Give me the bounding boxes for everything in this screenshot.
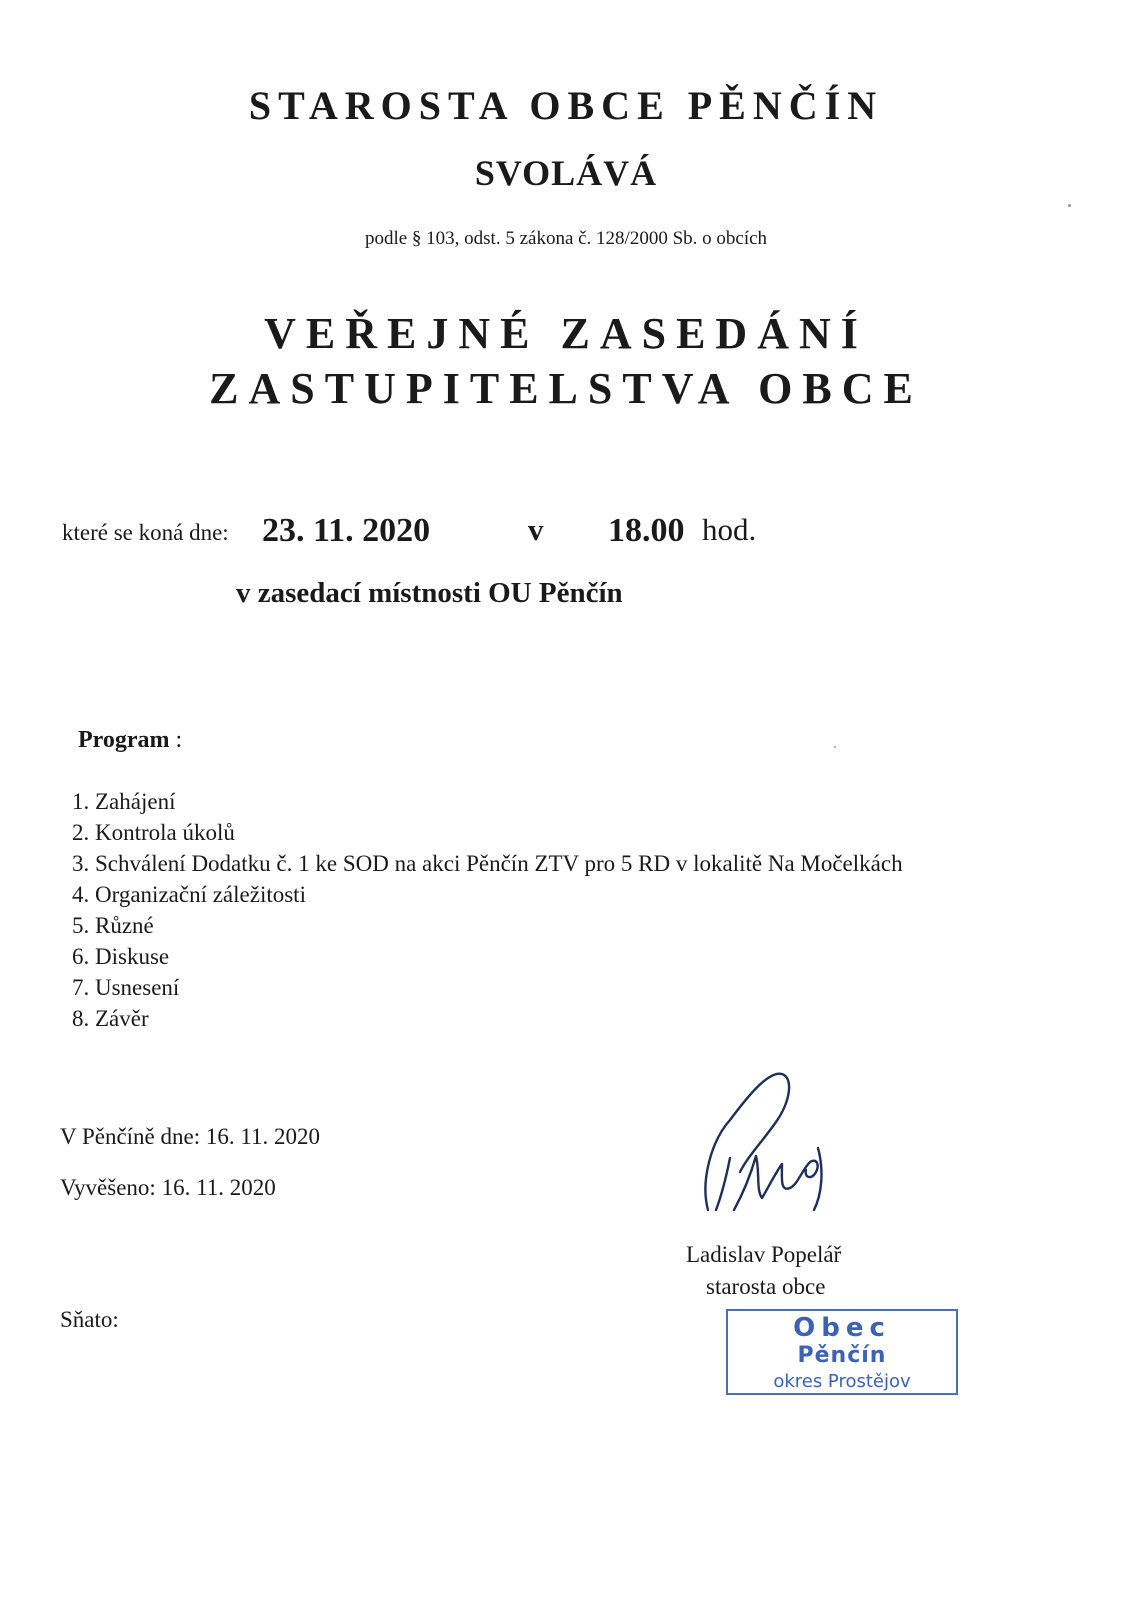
date-prefix: které se koná dne: bbox=[62, 520, 229, 545]
agenda-item: 8. Závěr bbox=[72, 1006, 149, 1031]
meeting-time: 18.00 bbox=[608, 512, 685, 549]
legal-basis-text: podle § 103, odst. 5 zákona č. 128/2000 Sb. o obcích bbox=[364, 228, 768, 249]
program-heading bbox=[78, 727, 182, 754]
meeting-date: 23. 11. 2020 bbox=[262, 512, 431, 549]
agenda-item: 3. Schválení Dodatku č. 1 ke SOD na akci Pěnčín ZTV pro 5 RD v lokalitě Na Močelkách bbox=[72, 851, 903, 876]
stamp-line3: okres Prostějov bbox=[773, 1371, 911, 1392]
taken-down-label: Sňato: bbox=[60, 1307, 119, 1332]
place-and-date: V Pěnčíně dne: 16. 11. 2020 bbox=[60, 1124, 320, 1149]
posted-date: Vyvěšeno: 16. 11. 2020 bbox=[60, 1175, 276, 1200]
paper-speck bbox=[834, 746, 836, 748]
program-heading-label: Program bbox=[78, 727, 170, 753]
meeting-title-line1: VEŘEJNÉ ZASEDÁNÍ bbox=[264, 309, 868, 358]
official-stamp bbox=[726, 1309, 958, 1395]
time-connector: v bbox=[528, 512, 544, 547]
handwritten-signature bbox=[690, 1060, 850, 1230]
program-heading-suffix: : bbox=[169, 727, 183, 753]
agenda-list bbox=[72, 786, 903, 1034]
convenes-heading: SVOLÁVÁ bbox=[474, 153, 658, 193]
agenda-item: 6. Diskuse bbox=[72, 944, 170, 969]
agenda-item: 7. Usnesení bbox=[72, 975, 180, 1000]
meeting-title-line2: ZASTUPITELSTVA OBCE bbox=[209, 364, 923, 413]
meeting-datetime bbox=[62, 502, 822, 550]
stamp-line2: Pěnčín bbox=[797, 1343, 887, 1368]
agenda-item: 4. Organizační záležitosti bbox=[72, 882, 306, 907]
paper-speck bbox=[1068, 204, 1071, 207]
time-unit: hod. bbox=[702, 512, 757, 547]
agenda-item: 1. Zahájení bbox=[72, 789, 176, 814]
issuer-heading: STAROSTA OBCE PĚNČÍN bbox=[248, 83, 884, 128]
agenda-item: 2. Kontrola úkolů bbox=[72, 820, 235, 845]
stamp-line1: Obec bbox=[793, 1313, 891, 1343]
agenda-item: 5. Různé bbox=[72, 913, 154, 938]
signatory-name: Ladislav Popelář bbox=[686, 1242, 842, 1267]
signatory-role: starosta obce bbox=[706, 1274, 826, 1299]
meeting-location: v zasedací místnosti OU Pěnčín bbox=[236, 577, 623, 609]
